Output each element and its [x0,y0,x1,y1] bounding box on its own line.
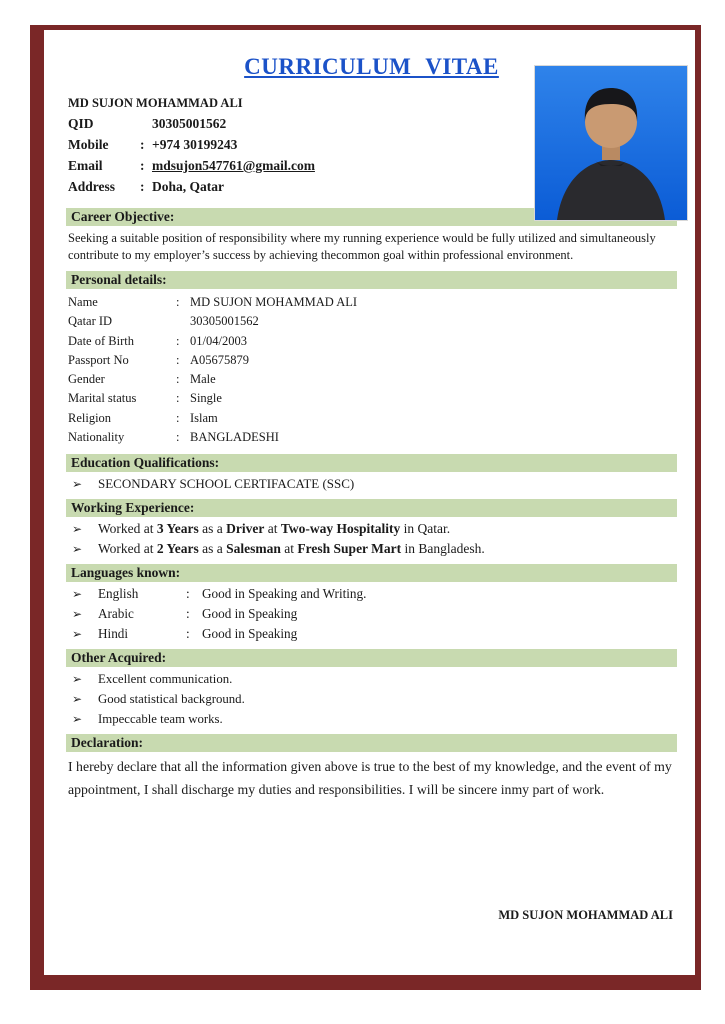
personal-label: Qatar ID [68,314,113,329]
work-experience-item [72,541,677,557]
work-company: Two-way Hospitality [280,521,401,537]
personal-row-dob [68,332,677,351]
personal-row-religion [68,409,677,428]
personal-label: Nationality [68,429,125,444]
work-experience-text: Worked at 3 Years as a Driver at Two-way Hospitality in Qatar. [98,521,451,537]
section-header-declaration: Declaration: [66,734,677,752]
section-header-languages: Languages known: [66,564,677,582]
work-experience-text: Worked at 2 Years as a Salesman at Fresh Super Mart in Bangladesh. [98,541,485,557]
contact-block [66,96,502,198]
arrow-bullet-icon: ➢ [72,712,83,727]
work-experience-item [72,521,677,537]
personal-row-qatar-id [68,312,677,331]
contact-value: 30305001562 [152,116,227,131]
other-skill-text: Good statistical background. [98,692,245,707]
personal-value: A05675879 [190,352,250,367]
personal-row-name [68,293,677,312]
arrow-bullet-icon: ➢ [72,692,83,707]
other-skill-item [72,672,677,687]
personal-row-passport [68,351,677,370]
personal-label: Religion [68,410,112,425]
contact-label: Address [68,178,116,194]
personal-separator: : [176,295,180,310]
page-title: CURRICULUM VITAE [244,54,499,79]
contact-label: Mobile [68,136,109,152]
personal-value: Single [190,391,222,406]
work-company: Fresh Super Mart [297,541,402,557]
contact-separator: : [140,136,145,152]
personal-value: BANGLADESHI [190,429,279,444]
personal-separator [176,312,190,331]
language-level: Good in Speaking and Writing. [202,586,367,602]
work-role: Salesman [226,541,281,557]
personal-row-gender [68,370,677,389]
career-objective-text: Seeking a suitable position of responsibility where my running experience would be fully utilized and simultaneously contribute to my employer’s success by achieving thecommon goal within professional environment. [68,230,656,262]
language-name: Arabic [98,606,134,622]
personal-row-nationality [68,428,677,447]
contact-value: Doha, Qatar [152,178,224,194]
personal-separator: : [176,333,180,348]
contact-label: Email [68,157,103,173]
language-separator: : [186,606,190,622]
contact-row-qid [68,114,502,135]
personal-label: Passport No [68,352,129,367]
arrow-bullet-icon: ➢ [72,672,83,687]
contact-separator: : [140,157,145,173]
personal-value: 30305001562 [190,314,259,329]
work-years: 2 Years [156,541,199,557]
arrow-bullet-icon: ➢ [72,522,83,537]
language-level: Good in Speaking [202,626,298,642]
signature-name: MD SUJON MOHAMMAD ALI [498,908,673,922]
arrow-bullet-icon: ➢ [72,607,83,622]
personal-label: Gender [68,372,105,387]
contact-row-address [68,177,502,198]
arrow-bullet-icon: ➢ [72,542,83,557]
arrow-bullet-icon: ➢ [72,477,83,492]
contact-separator: : [140,178,145,194]
personal-value: MD SUJON MOHAMMAD ALI [190,295,358,310]
section-header-working-experience: Working Experience: [66,499,677,517]
work-role: Driver [226,521,265,537]
personal-label: Marital status [68,391,137,406]
contact-row-mobile [68,135,502,156]
declaration-text: I hereby declare that all the information given above is true to the best of my knowledge, and the event of my appointment, I shall discharge my duties and responsibilities. I will be sincere inmy part of work. [68,759,672,797]
cv-document [44,30,695,975]
personal-separator: : [176,410,180,425]
contact-separator [140,114,152,135]
contact-value: +974 30199243 [152,136,238,152]
section-header-personal-details: Personal details: [66,271,677,289]
language-separator: : [186,626,190,642]
other-skill-item [72,692,677,707]
work-years: 3 Years [156,521,199,537]
profile-photo [535,66,687,220]
language-separator: : [186,586,190,602]
personal-separator: : [176,391,180,406]
language-level: Good in Speaking [202,606,298,622]
other-skill-item [72,712,677,727]
personal-value: Male [190,372,216,387]
section-header-career-objective: Career Objective: [66,208,677,226]
language-name: Hindi [98,626,129,642]
language-item [72,606,677,622]
personal-value: 01/04/2003 [190,333,247,348]
other-skill-text: Excellent communication. [98,672,233,687]
arrow-bullet-icon: ➢ [72,627,83,642]
contact-label: QID [68,116,94,131]
profile-photo-image [535,66,687,220]
page-border-frame [30,25,701,990]
personal-value: Islam [190,410,218,425]
section-header-other-acquired: Other Acquired: [66,649,677,667]
section-header-education: Education Qualifications: [66,454,677,472]
language-item [72,626,677,642]
personal-row-marital-status [68,389,677,408]
personal-separator: : [176,429,180,444]
arrow-bullet-icon: ➢ [72,587,83,602]
education-item [72,476,677,492]
email-link[interactable]: mdsujon547761@gmail.com [152,157,315,173]
contact-row-email [68,156,502,177]
personal-separator: : [176,352,180,367]
personal-label: Date of Birth [68,333,134,348]
language-name: English [98,586,139,602]
contact-name: MD SUJON MOHAMMAD ALI [68,96,243,110]
personal-separator: : [176,372,180,387]
personal-label: Name [68,295,98,310]
language-item [72,586,677,602]
other-skill-text: Impeccable team works. [98,712,223,727]
education-text: SECONDARY SCHOOL CERTIFACATE (SSC) [98,476,355,492]
